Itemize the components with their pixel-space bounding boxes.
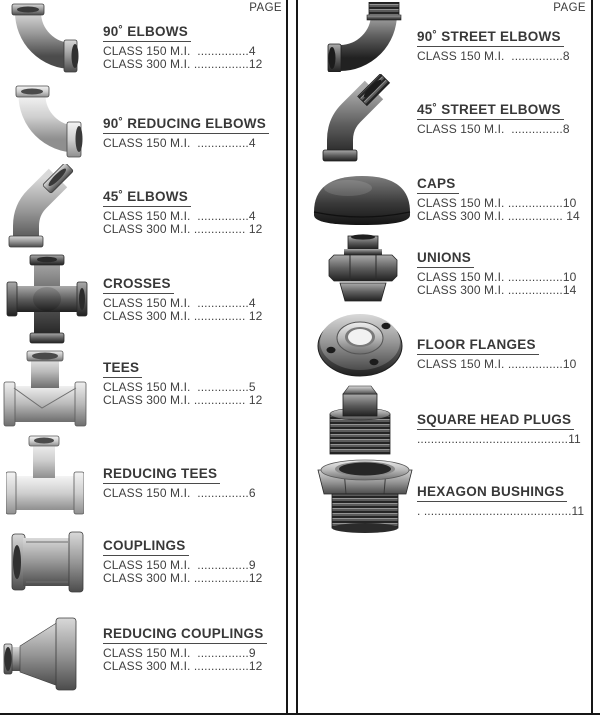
entry-page-line: CLASS 300 M.I. ................12 (103, 571, 263, 585)
entry-page-line: . ...........................................11 (417, 503, 585, 518)
catalog-entry-reducing-couplings (103, 625, 267, 674)
cross-image (6, 252, 88, 346)
entry-title: COUPLINGS (103, 538, 189, 556)
entry-title: 90˚ ELBOWS (103, 24, 191, 42)
catalog-entry-square-head-plugs (417, 411, 581, 446)
entry-page-line: CLASS 300 M.I. ............... 12 (103, 222, 263, 236)
entry-title: UNIONS (417, 250, 474, 268)
entry-page-line: CLASS 150 M.I. ...............4 (103, 135, 256, 150)
hexagon-bushing-image (310, 456, 420, 534)
45-street-elbow-image (316, 74, 398, 162)
tee-image (2, 348, 88, 428)
column-divider-line-left (286, 0, 288, 714)
entry-page-line: CLASS 300 M.I. ................12 (103, 659, 263, 673)
entry-title: 90˚ STREET ELBOWS (417, 29, 564, 47)
catalog-entry-floor-flanges (417, 336, 576, 371)
entry-title: FLOOR FLANGES (417, 337, 539, 355)
catalog-entry-couplings (103, 537, 262, 586)
floor-flange-image (316, 304, 404, 378)
catalog-entry-90-reducing-elbows (103, 115, 269, 150)
union-image (322, 234, 404, 302)
catalog-entry-unions (417, 249, 576, 298)
entry-page-line: CLASS 150 M.I. ...............8 (417, 121, 570, 136)
cap-image (306, 168, 418, 230)
90-elbow-image (2, 2, 82, 76)
coupling-image (8, 520, 88, 602)
catalog-entry-crosses (103, 275, 262, 324)
catalog-entry-hexagon-bushings (417, 483, 584, 518)
entry-page-line: CLASS 150 M.I. ...............8 (417, 48, 570, 63)
catalog-entry-90-street-elbows (417, 28, 570, 63)
entry-page-line: CLASS 300 M.I. ................ 14 (417, 209, 580, 223)
entry-page-line: ............................................11 (417, 431, 581, 446)
entry-page-line: CLASS 150 M.I. ...............6 (103, 485, 256, 500)
catalog-entry-reducing-tees (103, 465, 256, 500)
45-elbow-image (4, 164, 84, 248)
entry-page-line: CLASS 150 M.I. ...............5 (103, 379, 256, 394)
entry-title: CAPS (417, 176, 459, 194)
catalog-entry-tees (103, 359, 262, 408)
entry-title: REDUCING TEES (103, 466, 220, 484)
page-column-header-left: PAGE (249, 2, 282, 14)
entry-title: HEXAGON BUSHINGS (417, 484, 567, 502)
entry-title: 45˚ ELBOWS (103, 189, 191, 207)
entry-page-line: CLASS 150 M.I. ...............4 (103, 295, 256, 310)
90-street-elbow-image (316, 2, 408, 72)
square-head-plug-image (316, 382, 404, 458)
entry-page-line: CLASS 150 M.I. ...............9 (103, 645, 256, 660)
entry-page-line: CLASS 300 M.I. ................12 (103, 57, 263, 71)
catalog-entry-45-street-elbows (417, 101, 570, 136)
entry-title: 90˚ REDUCING ELBOWS (103, 116, 269, 134)
entry-page-line: CLASS 300 M.I. ............... 12 (103, 393, 263, 407)
90-reducing-elbow-image (4, 84, 88, 160)
reducing-coupling-image (2, 610, 86, 692)
column-divider-line-right (296, 0, 298, 714)
entry-page-line: CLASS 300 M.I. ................14 (417, 283, 577, 297)
page-bottom-border-line (0, 713, 600, 715)
entry-title: TEES (103, 360, 142, 378)
entry-page-line: CLASS 150 M.I. ...............9 (103, 557, 256, 572)
entry-title: SQUARE HEAD PLUGS (417, 412, 574, 430)
entry-title: 45˚ STREET ELBOWS (417, 102, 564, 120)
page-column-header-right: PAGE (553, 2, 586, 14)
entry-page-line: CLASS 300 M.I. ............... 12 (103, 309, 263, 323)
entry-page-line: CLASS 150 M.I. ................10 (417, 356, 577, 371)
entry-page-line: CLASS 150 M.I. ................10 (417, 195, 577, 210)
catalog-entry-caps (417, 175, 580, 224)
page-right-border-line (591, 0, 593, 714)
entry-page-line: CLASS 150 M.I. ................10 (417, 269, 577, 284)
reducing-tee-image (6, 430, 84, 516)
catalog-entry-45-elbows (103, 188, 262, 237)
entry-title: CROSSES (103, 276, 174, 294)
entry-title: REDUCING COUPLINGS (103, 626, 267, 644)
catalog-entry-90-elbows (103, 23, 262, 72)
entry-page-line: CLASS 150 M.I. ...............4 (103, 43, 256, 58)
entry-page-line: CLASS 150 M.I. ...............4 (103, 208, 256, 223)
